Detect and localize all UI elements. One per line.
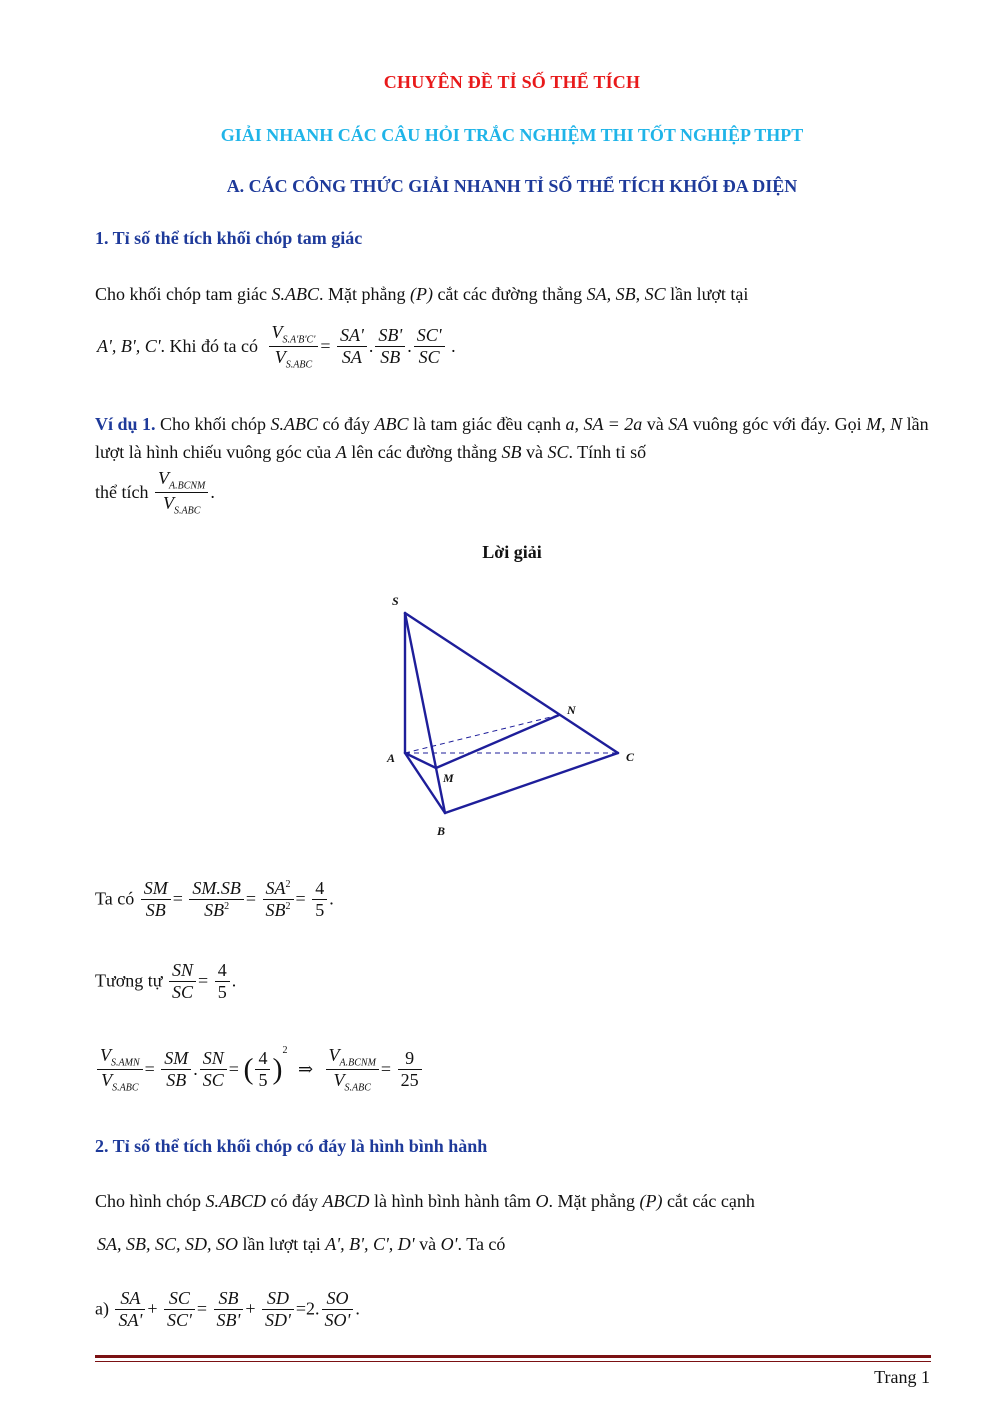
page-number: Trang 1	[874, 1367, 930, 1387]
section1-line1: Cho khối chóp tam giác S.ABC. Mặt phẳng (P) cắt các đường thẳng SA, SB, SC lần lượt tại	[95, 284, 749, 304]
footer-rule	[95, 1355, 931, 1358]
solution-line1: Ta có $\frac{SM}{SB}$ = $\frac{SM.SB}{SB^2}$ = $\frac{SA^2}{SB^2}$ = $\frac{4}{5}$ .	[95, 878, 334, 920]
section1-heading: 1. Tỉ số thể tích khối chóp tam giác	[95, 228, 363, 248]
segment-mn	[436, 715, 559, 768]
example1-ratio: thể tích $\frac{V_{A.BCNM}}{V_{S.ABC}}$ .	[95, 468, 215, 517]
section-a-title: A. CÁC CÔNG THỨC GIẢI NHANH TỈ SỐ THỂ TÍCH KHỐI ĐA DIỆN	[226, 176, 798, 196]
edge-sc	[405, 613, 618, 753]
solution-title: Lời giải	[482, 542, 542, 562]
label-m: M	[443, 771, 454, 785]
label-a: A	[387, 751, 396, 765]
label-n: N	[567, 703, 576, 717]
subtitle: GIẢI NHANH CÁC CÂU HỎI TRẮC NGHIỆM THI TỐT NGHIỆP THPT	[220, 125, 804, 145]
solution-line2: Tương tự $\frac{SN}{SC}$ = $\frac{4}{5}$ .	[95, 960, 237, 1002]
section1-line2-formula: A', B', C'. Khi đó ta có $\frac{V_{S.A'B'C'}}{V_{S.ABC}}$ = $\frac{SA'}{SA}$ . $\frac{SB'}{SB}$ . $\frac{SC'}{SC}$ .	[97, 322, 456, 371]
section2-line1: Cho hình chóp S.ABCD có đáy ABCD là hình bình hành tâm O. Mặt phẳng (P) cắt các cạnh	[95, 1191, 755, 1211]
edge-bc	[445, 753, 618, 813]
solution-line3: $\frac{V_{S.AMN}}{V_{S.ABC}}$ = $\frac{SM}{SB}$ . $\frac{SN}{SC}$ = ( $\frac{4}{5}$ )$^2$ ⇒ $\frac{V_{A.BCNM}}{V_{S.ABC}}$ = $\frac{9}{25}$	[95, 1045, 424, 1094]
example1-text: Ví dụ 1. Cho khối chóp S.ABC có đáy ABC là tam giác đều cạnh a, SA = 2a và SA vuông góc với đáy. Gọi M, N lần lượt là hình chiếu vuông góc của A lên các đường thẳng SB và SC. Tính tỉ số	[95, 414, 929, 462]
label-c: C	[626, 750, 635, 764]
section2-line2: SA, SB, SC, SD, SO lần lượt tại A', B', C', D' và O'. Ta có	[97, 1234, 506, 1254]
section2-formula-a: a) $\frac{SA}{SA'}$ + $\frac{SC}{SC'}$ = $\frac{SB}{SB'}$ + $\frac{SD}{SD'}$ =2. $\frac{SO}{SO'}$ .	[95, 1288, 360, 1330]
pyramid-figure	[375, 585, 675, 845]
label-s: S	[392, 594, 399, 608]
main-title: CHUYÊN ĐỀ TỈ SỐ THỂ TÍCH	[383, 72, 641, 92]
section2-heading: 2. Tỉ số thể tích khối chóp có đáy là hình bình hành	[95, 1136, 488, 1156]
label-b: B	[437, 824, 446, 838]
footer-rule-thin	[95, 1361, 931, 1362]
